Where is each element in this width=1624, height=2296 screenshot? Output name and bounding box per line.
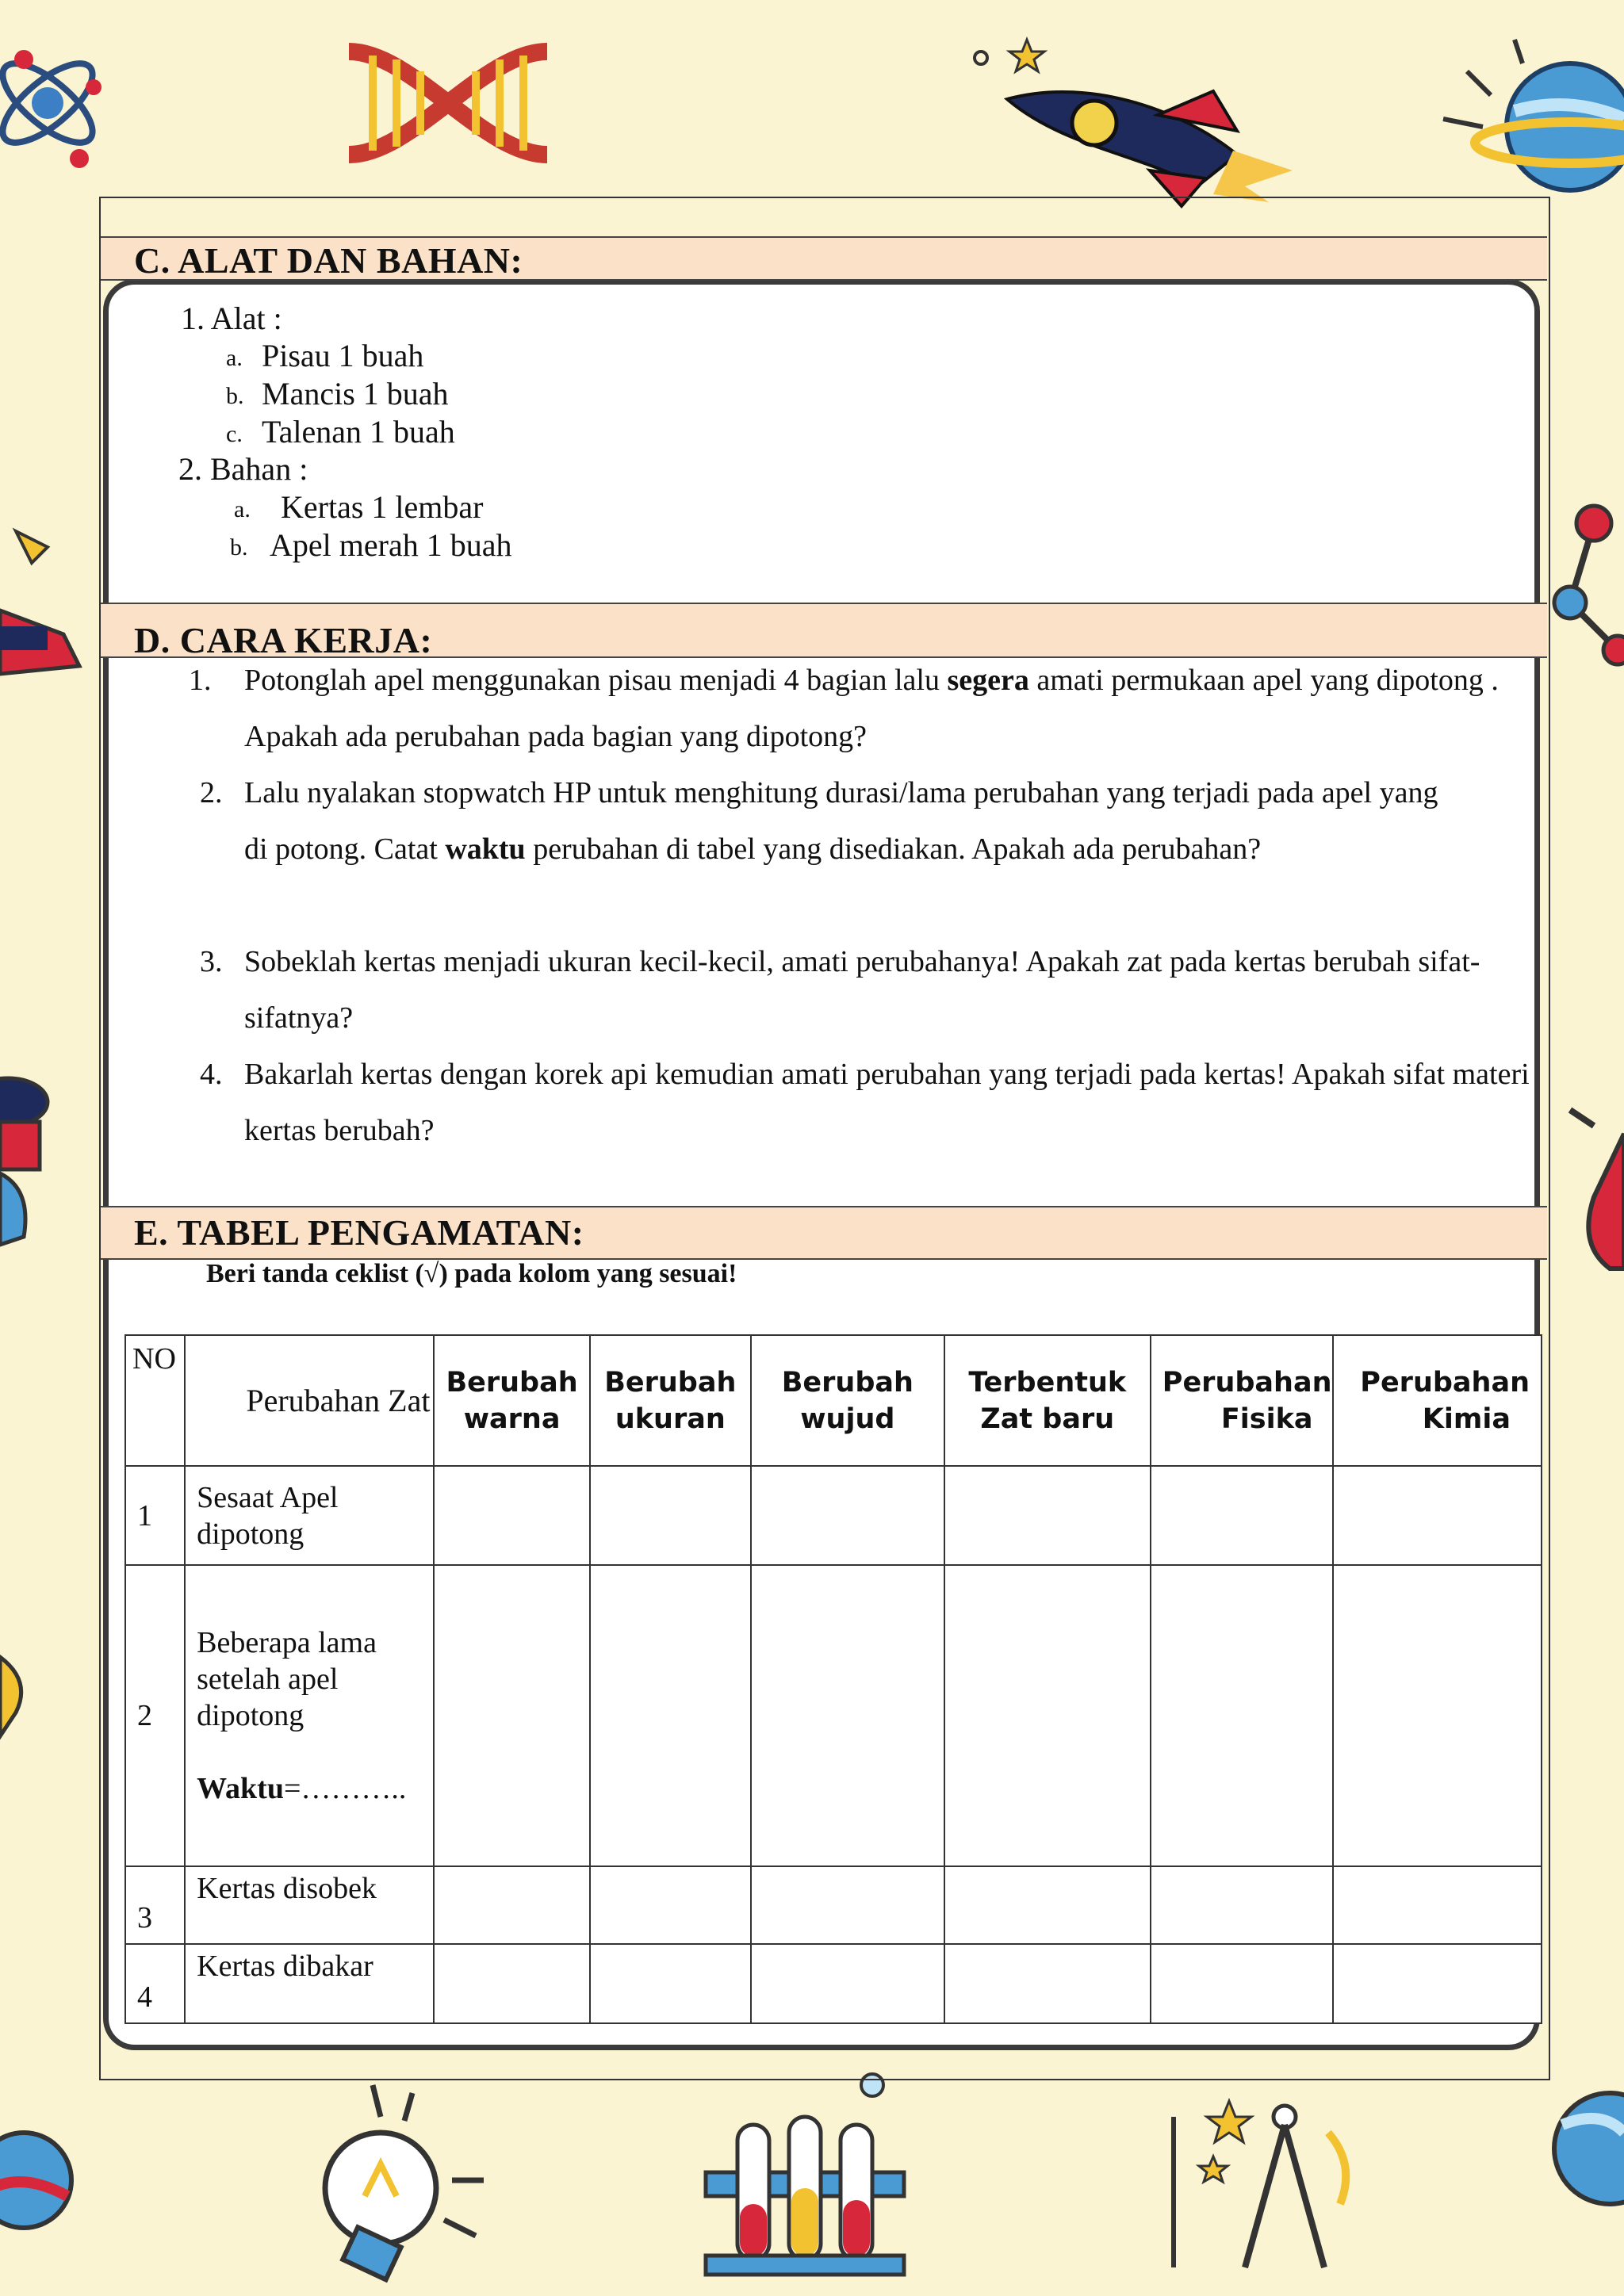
header-perubahan-kimia: Perubahan Kimia (1333, 1335, 1542, 1466)
check-cell[interactable] (1151, 1944, 1333, 2023)
step-text: amati permukaan apel yang dipotong . Apakah ada perubahan pada bagian yang dipotong? (244, 664, 1499, 753)
check-cell[interactable] (1333, 1944, 1542, 2023)
step-number: 4. (200, 1058, 223, 1091)
table-row (125, 1944, 1542, 2023)
planet-icon (1435, 32, 1624, 206)
check-cell[interactable] (1151, 1565, 1333, 1866)
header-perubahan-zat: Perubahan Zat (185, 1335, 434, 1466)
row-number: 1 (125, 1466, 185, 1565)
check-cell[interactable] (590, 1565, 751, 1866)
bahan-label: 2. Bahan : (178, 451, 308, 487)
flask-icon (0, 1031, 63, 1269)
rocket-icon (999, 67, 1300, 210)
check-cell[interactable] (944, 1866, 1151, 1944)
step-emphasis: waktu (445, 832, 526, 866)
header-perubahan-fisika: Perubahan Fisika (1151, 1335, 1333, 1466)
bahan-item-marker: a. (234, 496, 251, 522)
test-tubes-icon (698, 2069, 912, 2283)
step-text: Sobeklah kertas menjadi ukuran kecil-kecil, amati perubahanya! Apakah zat pada kertas berubah sifat-sifatnya? (244, 945, 1480, 1035)
step-emphasis: segera (947, 664, 1029, 697)
check-cell[interactable] (1151, 1466, 1333, 1565)
row-label: Kertas disobek (185, 1866, 434, 1944)
molecule-icon (1546, 492, 1624, 682)
alat-item-marker: a. (226, 345, 243, 371)
alat-label: 1. Alat : (181, 300, 282, 336)
check-cell[interactable] (1333, 1866, 1542, 1944)
bahan-item-marker: b. (230, 534, 248, 561)
row-label: Kertas dibakar (185, 1944, 434, 2023)
check-cell[interactable] (751, 1466, 944, 1565)
header-berubah-warna: Berubah warna (434, 1335, 589, 1466)
check-cell[interactable] (590, 1466, 751, 1565)
bahan-item: Kertas 1 lembar (281, 489, 484, 525)
header-no: NO (125, 1335, 185, 1466)
check-cell[interactable] (1333, 1466, 1542, 1565)
header-berubah-ukuran: Berubah ukuran (590, 1335, 751, 1466)
step-text: Lalu nyalakan stopwatch HP untuk menghitung durasi/lama perubahan yang terjadi pada apel yang di potong. Catat (244, 776, 1438, 866)
observation-table (124, 1334, 1542, 2024)
row-number: 2 (125, 1565, 185, 1866)
alat-item-marker: b. (226, 383, 244, 409)
planet-icon (1530, 2069, 1624, 2228)
waktu-blank[interactable]: =……….. (283, 1772, 407, 1805)
check-cell[interactable] (751, 1866, 944, 1944)
check-cell[interactable] (944, 1944, 1151, 2023)
microscope-icon (0, 515, 95, 682)
table-header-row (125, 1335, 1542, 1466)
section-d-title: D. CARA KERJA: (101, 603, 1547, 658)
step-number: 2. (200, 776, 223, 809)
check-cell[interactable] (434, 1944, 589, 2023)
waktu-label: Waktu (197, 1772, 284, 1805)
table-row (125, 1565, 1542, 1866)
step-text: Bakarlah kertas dengan korek api kemudian amati perubahan yang terjadi pada kertas! Apakah sifat materi kertas berubah? (244, 1058, 1530, 1147)
row-number: 4 (125, 1944, 185, 2023)
planet-icon (0, 2093, 87, 2296)
section-e-title: E. TABEL PENGAMATAN: (101, 1206, 1547, 1260)
check-cell[interactable] (751, 1944, 944, 2023)
bahan-item: Apel merah 1 buah (270, 527, 512, 563)
row-number: 3 (125, 1866, 185, 1944)
table-row (125, 1466, 1542, 1565)
step-number: 3. (200, 945, 223, 978)
check-cell[interactable] (434, 1466, 589, 1565)
check-cell[interactable] (590, 1944, 751, 2023)
alat-item-marker: c. (226, 421, 243, 447)
alat-item: Mancis 1 buah (262, 376, 449, 411)
header-berubah-wujud: Berubah wujud (751, 1335, 944, 1466)
dna-icon (341, 36, 555, 170)
alat-item: Pisau 1 buah (262, 338, 424, 373)
compass-icon (1126, 2085, 1356, 2283)
step-text: Potonglah apel menggunakan pisau menjadi 4 bagian lalu (244, 664, 948, 697)
check-cell[interactable] (944, 1565, 1151, 1866)
section-c-title: C. ALAT DAN BAHAN: (101, 236, 1547, 281)
table-row (125, 1866, 1542, 1944)
alat-item: Talenan 1 buah (262, 414, 455, 450)
flask-icon (0, 1649, 32, 1744)
check-cell[interactable] (590, 1866, 751, 1944)
check-cell[interactable] (751, 1565, 944, 1866)
lightbulb-icon (293, 2077, 500, 2291)
table-instruction: Beri tanda ceklist (√) pada kolom yang sesuai! (206, 1259, 737, 1288)
row-label: Sesaat Apel dipotong (185, 1466, 434, 1565)
check-cell[interactable] (434, 1866, 589, 1944)
row-label: Beberapa lama setelah apel dipotong Waktu=……….. (185, 1565, 434, 1866)
flask-icon (1562, 1086, 1624, 1292)
step-text: perubahan di tabel yang disediakan. Apakah ada perubahan? (525, 832, 1262, 866)
check-cell[interactable] (1333, 1565, 1542, 1866)
step-number: 1. (189, 664, 212, 697)
header-zat-baru: Terbentuk Zat baru (944, 1335, 1151, 1466)
atom-icon (0, 24, 127, 182)
check-cell[interactable] (944, 1466, 1151, 1565)
check-cell[interactable] (1151, 1866, 1333, 1944)
check-cell[interactable] (434, 1565, 589, 1866)
